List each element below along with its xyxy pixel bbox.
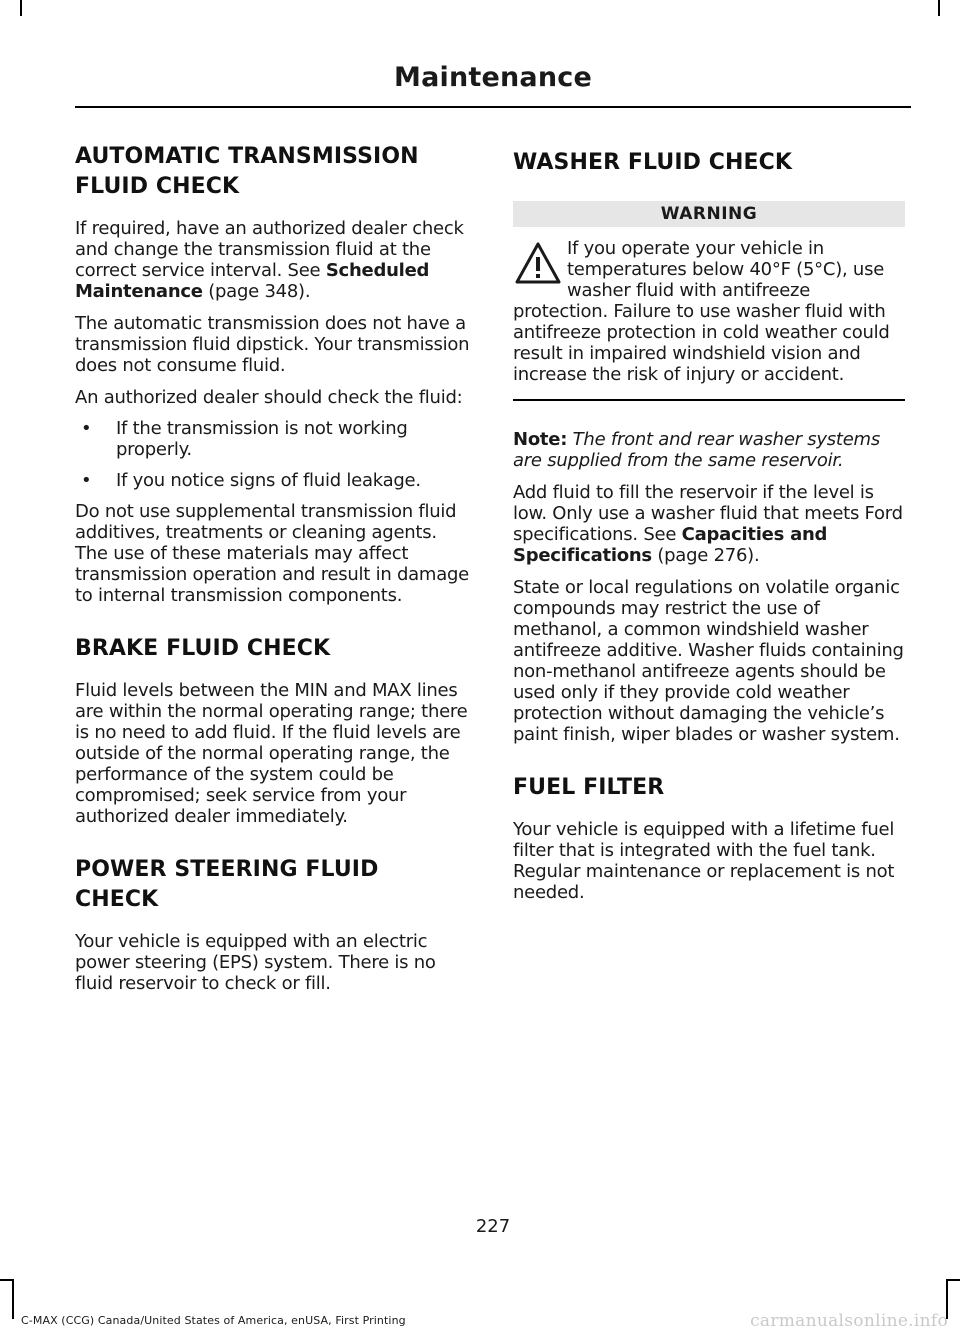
bullet-list — [75, 418, 474, 491]
bullet-icon: • — [81, 418, 92, 439]
paragraph: State or local regulations on volatile organic compounds may restrict the use of methanol, a common windshield washer antifreeze additive. Washer fluids containing non-methanol antifreeze agents should be used only if they provide cold weather protection without damaging the vehicle’s paint finish, wiper blades or washer system. — [513, 577, 904, 745]
heading-line: FLUID CHECK — [75, 174, 240, 199]
warning-triangle-icon — [513, 240, 563, 288]
page-number: 227 — [475, 1216, 511, 1237]
bullet-icon: • — [81, 470, 92, 491]
list-item-text: If the transmission is not working properly. — [116, 418, 408, 460]
warning-box — [513, 236, 905, 385]
page-title: Maintenance — [394, 62, 592, 93]
note-label: Note: — [513, 429, 568, 450]
list-item — [75, 470, 474, 491]
list-item-text: If you notice signs of fluid leakage. — [116, 470, 421, 491]
note — [513, 429, 905, 471]
warning-text: If you operate your vehicle in temperatures below 40°F (5°C), use washer fluid with antifreeze protection. Failure to use washer fluid with antifreeze protection in cold weather could result in impaired windshield vision and increase the risk of injury or accident. — [513, 238, 890, 385]
watermark: carmanualsonline.info — [750, 1311, 948, 1331]
list-item — [75, 418, 474, 460]
paragraph: The automatic transmission does not have a transmission fluid dipstick. Your transmission does not consume fluid. — [75, 313, 470, 376]
crop-mark — [20, 0, 22, 16]
paragraph — [75, 218, 474, 302]
section-washer-fluid — [513, 148, 905, 745]
section-fuel-filter — [513, 773, 905, 903]
left-column — [75, 142, 474, 994]
paragraph: Do not use supplemental transmission fluid additives, treatments or cleaning agents. The use of these materials may affect transmission operation and result in damage to internal transmission components. — [75, 501, 469, 606]
section-heading — [75, 142, 474, 202]
link-capacities-specifications[interactable]: Capacities and Specifications — [513, 524, 828, 566]
section-heading — [75, 855, 474, 915]
link-scheduled-maintenance[interactable]: Scheduled Maintenance — [75, 260, 430, 302]
heading-line: AUTOMATIC TRANSMISSION — [75, 144, 419, 169]
page-reference: (page 348). — [202, 281, 311, 302]
section-heading: FUEL FILTER — [513, 775, 665, 800]
paragraph: Fluid levels between the MIN and MAX lines are within the normal operating range; there is no need to add fluid. If the fluid levels are outside of the normal operating range, the performance of the system could be compromised; seek service from your authorized dealer immediately. — [75, 680, 468, 827]
note-text: The front and rear washer systems are supplied from the same reservoir. — [513, 429, 880, 471]
heading-line: POWER STEERING FLUID — [75, 857, 379, 882]
paragraph: Your vehicle is equipped with an electric power steering (EPS) system. There is no fluid reservoir to check or fill. — [75, 931, 436, 994]
paragraph: Your vehicle is equipped with a lifetime fuel filter that is integrated with the fuel tank. Regular maintenance or replacement is not needed. — [513, 819, 895, 903]
heading-line: CHECK — [75, 887, 159, 912]
section-heading: WASHER FLUID CHECK — [513, 150, 793, 175]
paragraph-text: If required, have an authorized dealer check and change the transmission fluid at the correct service interval. See — [75, 218, 464, 281]
crop-mark — [946, 1279, 960, 1281]
section-automatic-transmission — [75, 142, 474, 606]
crop-mark — [938, 0, 940, 16]
warning-divider — [513, 399, 905, 401]
page-reference: (page 276). — [651, 545, 760, 566]
section-heading: BRAKE FLUID CHECK — [75, 636, 331, 661]
footer-text: C-MAX (CCG) Canada/United States of America, enUSA, First Printing — [21, 1314, 406, 1327]
header-divider — [75, 106, 911, 108]
paragraph: An authorized dealer should check the fluid: — [75, 387, 463, 408]
crop-mark — [12, 1279, 14, 1319]
section-brake-fluid — [75, 634, 474, 827]
right-column — [513, 142, 905, 903]
paragraph-text: Add fluid to fill the reservoir if the level is low. Only use a washer fluid that meets Ford specifications. See — [513, 482, 903, 545]
warning-banner: WARNING — [513, 201, 905, 227]
paragraph — [513, 482, 905, 566]
section-power-steering — [75, 855, 474, 994]
